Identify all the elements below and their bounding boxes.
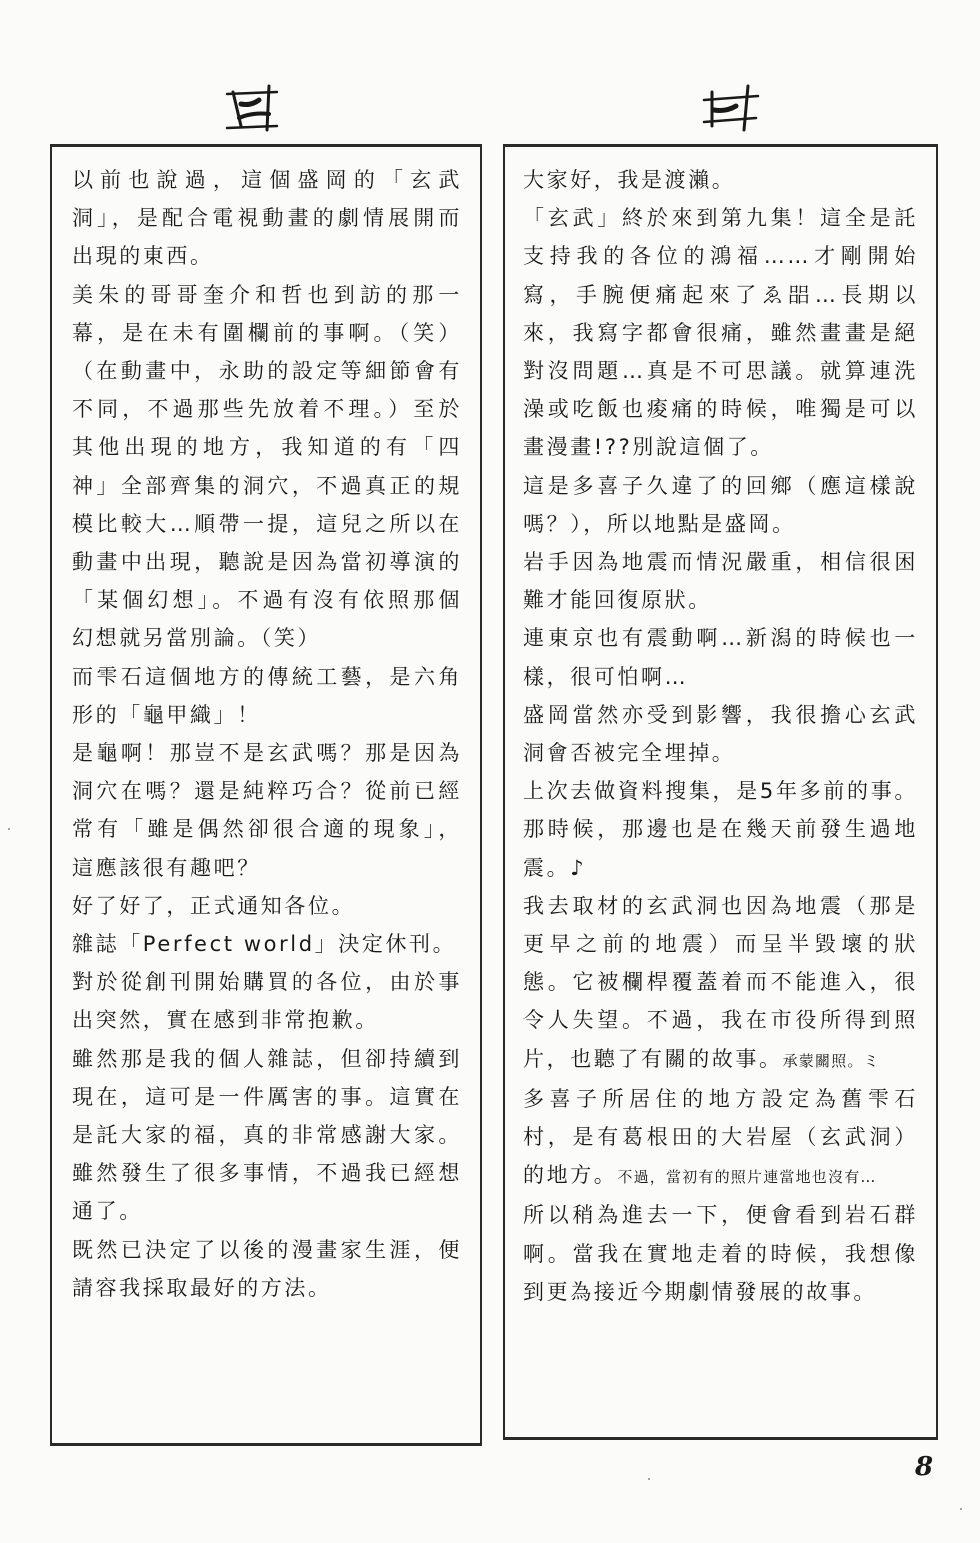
scan-speck bbox=[648, 1478, 650, 1480]
box-with-two-strokes-icon bbox=[225, 82, 295, 138]
paragraph bbox=[523, 161, 918, 199]
paragraph: 以前也說過，這個盛岡的「玄武洞」，是配合電視動畫的劇情展開而出現的東西。 bbox=[72, 168, 462, 269]
paragraph: 雖然那是我的個人雜誌，但卻持續到現在，這可是一件厲害的事。這實在是託大家的福，真的非常感謝大家。雖然發生了很多事情，不過我已經想通了。 bbox=[72, 1046, 462, 1224]
paragraph-text: 「玄武」終於來到第九集！這全是託支持我的各位的鴻福……才剛開始寫，手腕便痛起來了ゑ㗊…長期以來，我寫字都會很痛，雖然畫畫是絕對沒問題…真是不可思議。就算連洗澡或吃飯也痠痛的時候，唯獨是可以畫漫畫!??別說這個了。 bbox=[523, 206, 918, 460]
paragraph bbox=[523, 1196, 918, 1311]
paragraph-text: 盛岡當然亦受到影響，我很擔心玄武洞會否被完全埋掉。 bbox=[523, 702, 918, 766]
right-text-column bbox=[503, 144, 938, 1440]
paragraph: 雜誌「Perfect world」決定休刊。 bbox=[72, 932, 457, 957]
page-number: 8 bbox=[915, 1452, 934, 1482]
paragraph bbox=[523, 772, 918, 887]
scan-speck bbox=[8, 828, 10, 830]
paragraph-text: 大家好，我是渡瀨。 bbox=[523, 168, 736, 192]
paragraph-text: 這是多喜子久違了的回鄉（應這樣說嗎？），所以地點是盛岡。 bbox=[523, 473, 918, 536]
paragraph-text: 我去取材的玄武洞也因為地震（那是更早之前的地震）而呈半毀壞的狀態。它被欄桿覆蓋着而不能進入，很令人失望。不過，我在市役所得到照片，也聽了有關的故事。 bbox=[523, 893, 918, 1071]
left-text-column bbox=[50, 144, 482, 1446]
paragraph-text: 所以稍為進去一下，便會看到岩石群啊。當我在實地走着的時候，我想像到更為接近今期劇情發展的故事。 bbox=[523, 1203, 918, 1304]
paragraph: 是龜啊！那豈不是玄武嗎？那是因為洞穴在嗎？還是純粹巧合？從前已經常有「雖是偶然卻很合適的現象」，這應該很有趣吧？ bbox=[72, 741, 462, 880]
paragraph-text: 岩手因為地震而情況嚴重，相信很困難才能回復原狀。 bbox=[523, 550, 918, 613]
paragraph bbox=[523, 619, 918, 695]
paragraph-text: 上次去做資料搜集，是5年多前的事。那時候，那邊也是在幾天前發生過地震。♪ bbox=[523, 779, 918, 880]
paragraph: 既然已決定了以後的漫畫家生涯，便請容我採取最好的方法。 bbox=[72, 1237, 462, 1300]
paragraph bbox=[523, 1080, 918, 1197]
paragraph: 美朱的哥哥奎介和哲也到訪的那一幕，是在未有圍欄前的事啊。（笑）（在動畫中，永助的設定等細節會有不同，不過那些先放着不理。）至於其他出現的地方，我知道的有「四神」全部齊集的洞穴，不過真正的規模比較大…順帶一提，這兒之所以在動畫中出現，聽說是因為當初導演的「某個幻想」。不過有沒有依照那個幻想就另當別論。（笑） bbox=[72, 282, 462, 651]
paragraph bbox=[523, 543, 918, 619]
aside-note: 承蒙關照。ミ bbox=[782, 1051, 880, 1070]
scan-speck bbox=[960, 1508, 962, 1510]
paragraph bbox=[523, 467, 918, 543]
paragraph: 而雫石這個地方的傳統工藝，是六角形的「龜甲織」！ bbox=[72, 664, 462, 727]
paragraph: 對於從創刊開始購買的各位，由於事出突然，實在感到非常抱歉。 bbox=[72, 970, 462, 1033]
paragraph-text: 多喜子所居住的地方設定為舊雫石村，是有葛根田的大岩屋（玄武洞）的地方。 bbox=[523, 1086, 918, 1188]
box-with-one-stroke-icon bbox=[700, 82, 770, 138]
paragraph bbox=[523, 887, 918, 1080]
paragraph-text: 連東京也有震動啊…新潟的時候也一樣，很可怕啊… bbox=[523, 626, 918, 689]
paragraph: 好了好了，正式通知各位。 bbox=[72, 893, 356, 918]
aside-note: 不過，當初有的照片連當地也沒有… bbox=[617, 1168, 877, 1187]
paragraph bbox=[523, 199, 918, 466]
paragraph bbox=[523, 696, 918, 772]
